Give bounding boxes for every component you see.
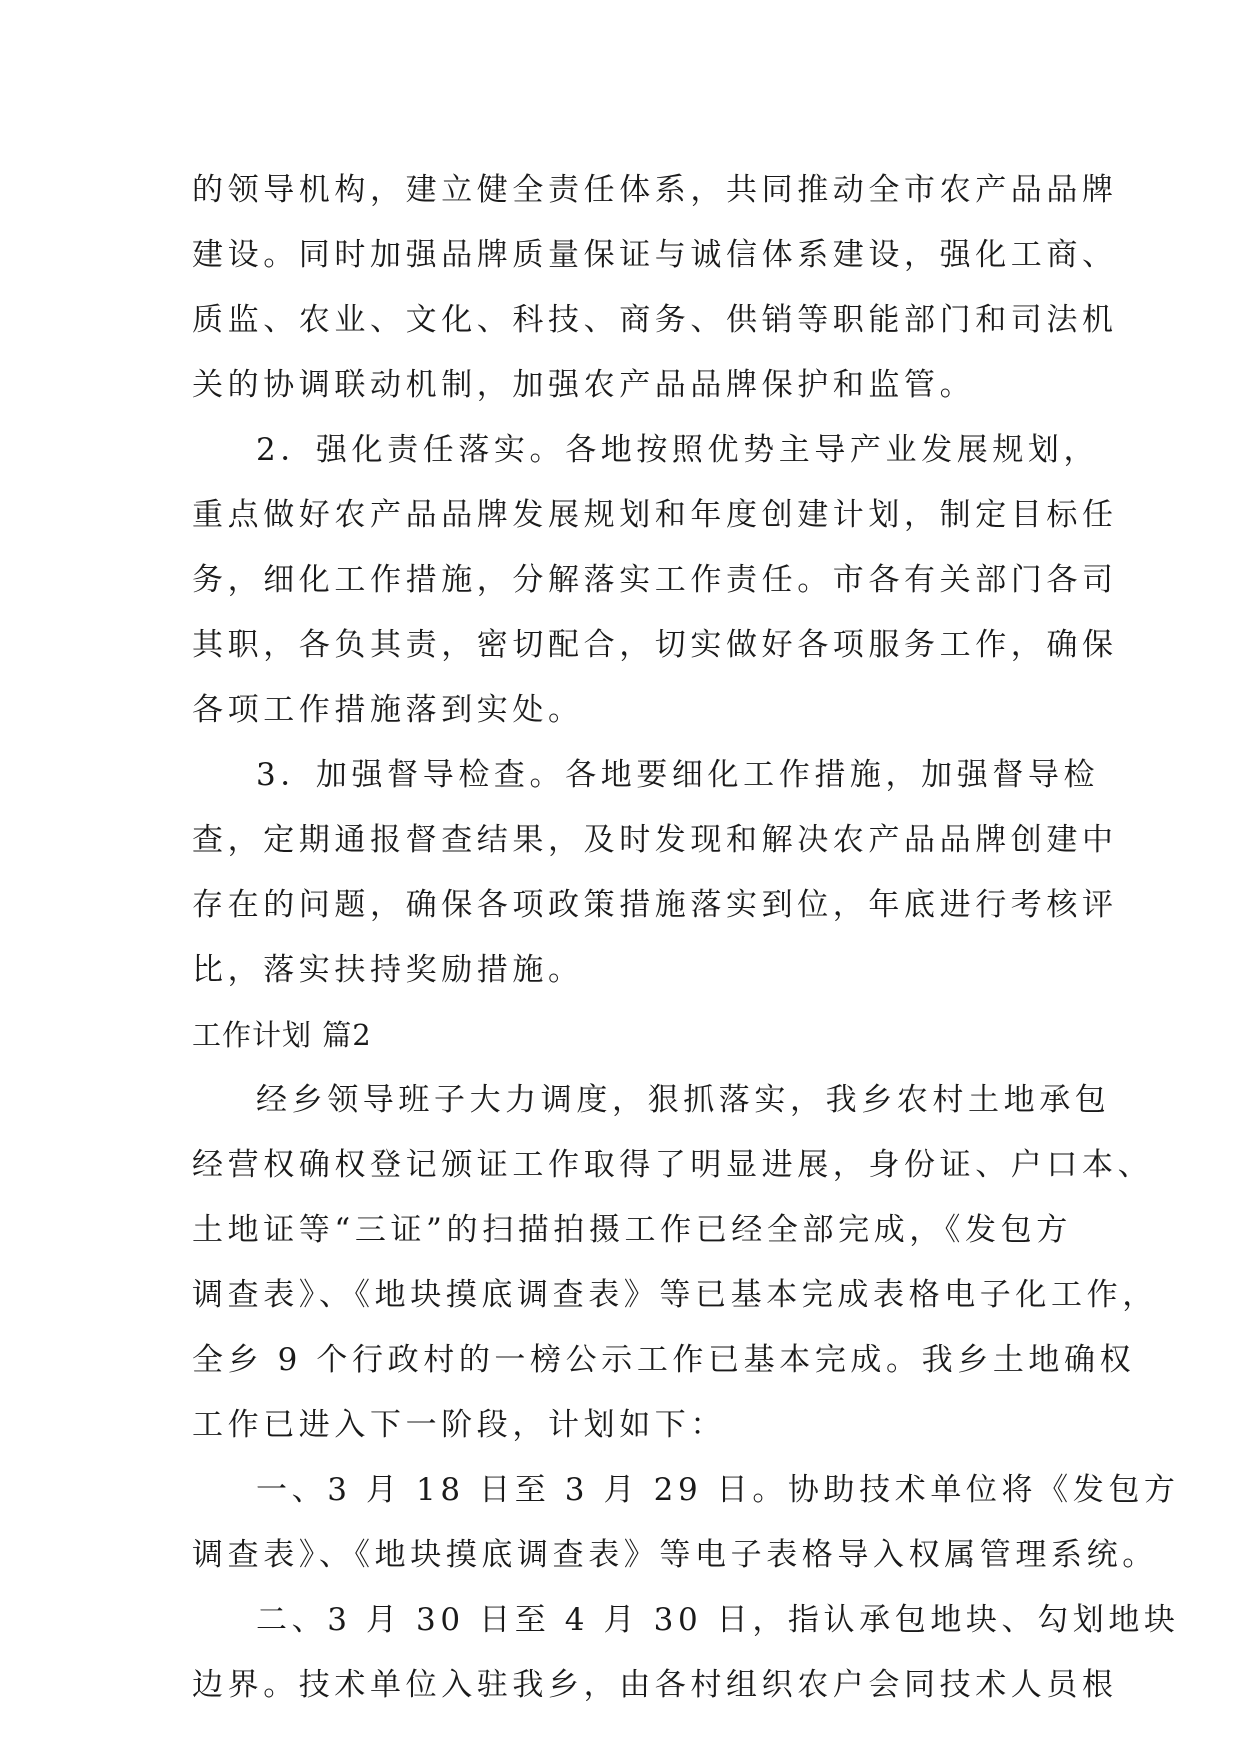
text-line: 质监、农业、文化、科技、商务、供销等职能部门和司法机 <box>192 302 1118 338</box>
text-line: 比，落实扶持奖励措施。 <box>192 952 584 988</box>
document-body <box>192 158 1180 1718</box>
paragraph-first-line: 2．强化责任落实。各地按照优势主导产业发展规划， <box>256 432 1100 468</box>
text-line: 查，定期通报督查结果，及时发现和解决农产品品牌创建中 <box>192 822 1118 858</box>
text-line: 边界。技术单位入驻我乡，由各村组织农户会同技术人员根 <box>192 1667 1118 1703</box>
text-line: 务，细化工作措施，分解落实工作责任。市各有关部门各司 <box>192 562 1118 598</box>
text-line: 工作已进入下一阶段，计划如下： <box>192 1407 726 1443</box>
text-line: 调查表》、《地块摸底调查表》等已基本完成表格电子化工作， <box>192 1277 1158 1313</box>
text-line: 的领导机构，建立健全责任体系，共同推动全市农产品品牌 <box>192 172 1118 208</box>
paragraph-first-line: 一、3 月 18 日至 3 月 29 日。协助技术单位将《发包方 <box>256 1472 1180 1508</box>
text-line: 调查表》、《地块摸底调查表》等电子表格导入权属管理系统。 <box>192 1537 1158 1573</box>
text-line: 全乡 9 个行政村的一榜公示工作已基本完成。我乡土地确权 <box>192 1342 1136 1378</box>
text-line: 存在的问题，确保各项政策措施落实到位，年底进行考核评 <box>192 887 1118 923</box>
text-line: 关的协调联动机制，加强农产品品牌保护和监管。 <box>192 367 976 403</box>
text-line: 重点做好农产品品牌发展规划和年度创建计划，制定目标任 <box>192 497 1118 533</box>
text-line: 其职，各负其责，密切配合，切实做好各项服务工作，确保 <box>192 627 1118 663</box>
paragraph-first-line: 3．加强督导检查。各地要细化工作措施，加强督导检 <box>256 757 1100 793</box>
text-line: 各项工作措施落到实处。 <box>192 692 584 728</box>
text-line: 经营权确权登记颁证工作取得了明显进展，身份证、户口本、 <box>192 1147 1154 1183</box>
section-heading: 工作计划 篇2 <box>192 1018 372 1052</box>
paragraph-first-line: 二、3 月 30 日至 4 月 30 日，指认承包地块、勾划地块 <box>256 1602 1180 1638</box>
paragraph-first-line: 经乡领导班子大力调度，狠抓落实，我乡农村土地承包 <box>256 1082 1111 1118</box>
text-line: 土地证等“三证”的扫描拍摄工作已经全部完成，《发包方 <box>192 1212 1072 1248</box>
text-line: 建设。同时加强品牌质量保证与诚信体系建设，强化工商、 <box>192 237 1118 273</box>
